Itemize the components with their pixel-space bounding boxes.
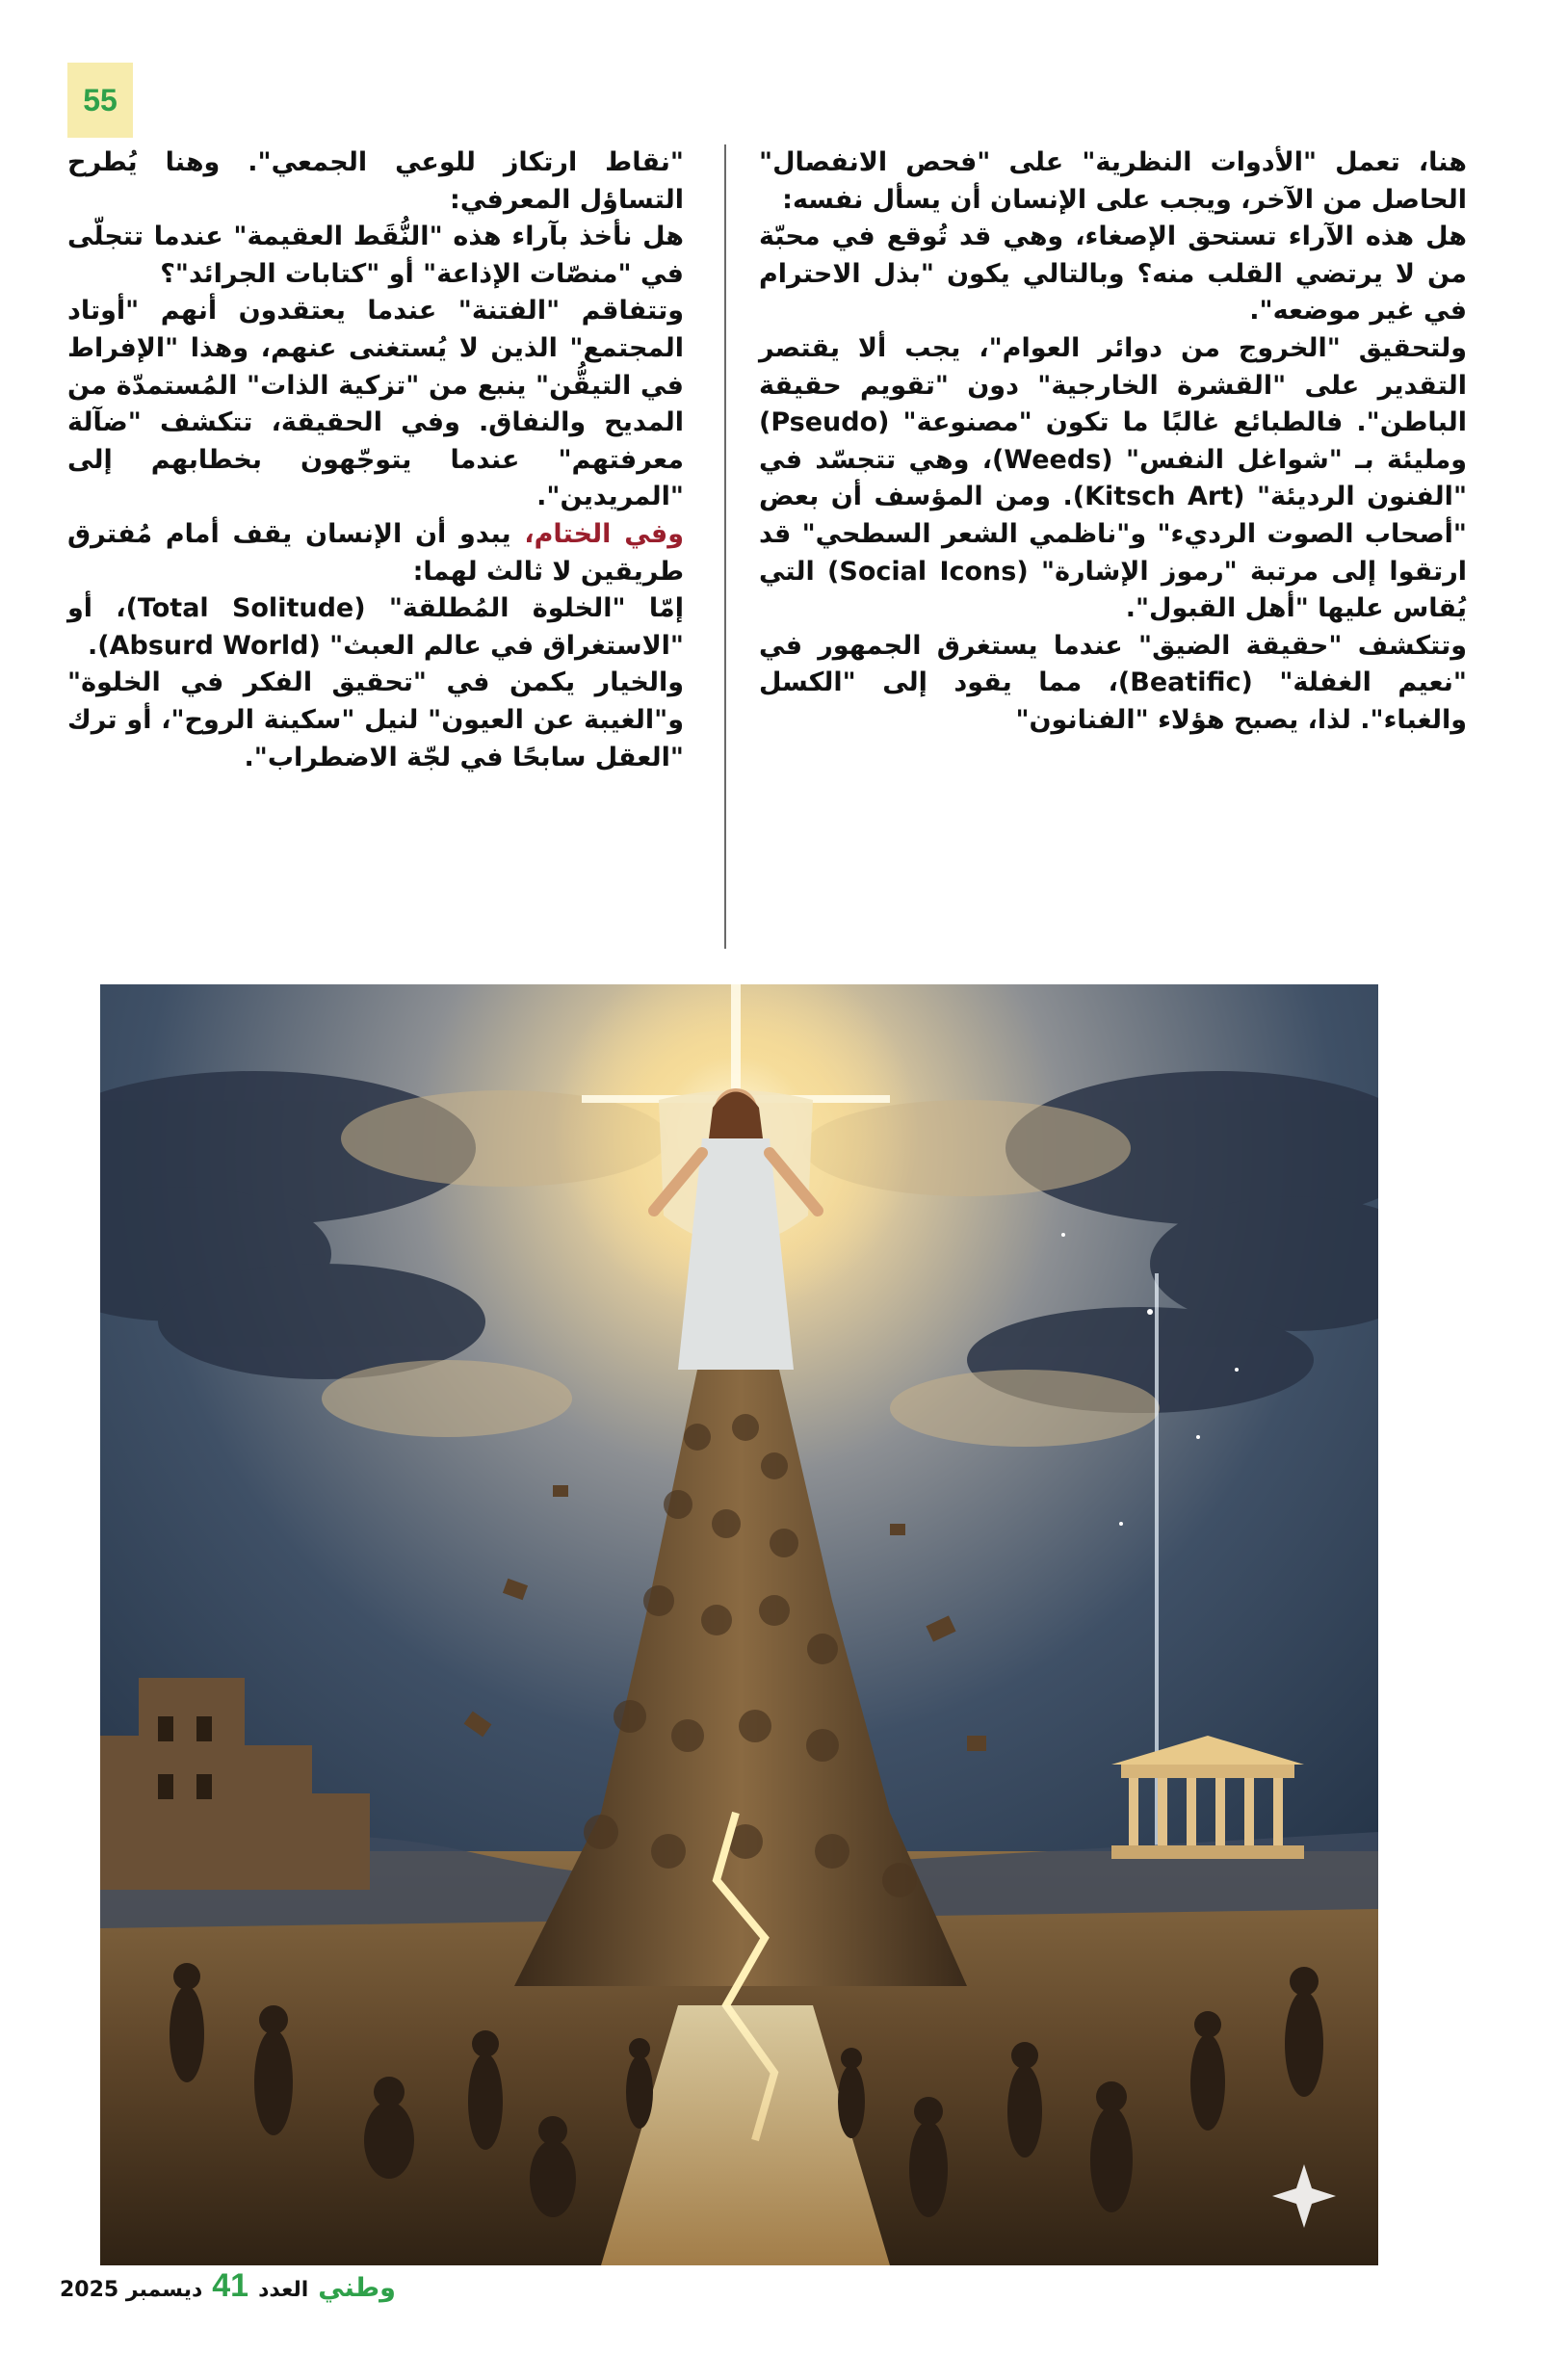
paragraph: وتتكشف "حقيقة الضيق" عندما يستغرق الجمهور في "نعيم الغفلة" (Beatific)، مما يقود إلى "الكسل والغباء". لذا، يصبح هؤلاء "الفنانون" xyxy=(759,630,1468,735)
closing-paragraph xyxy=(67,516,684,590)
page-number: 55 xyxy=(83,82,118,118)
column-divider xyxy=(724,144,726,949)
page-footer xyxy=(60,2267,396,2310)
issue-label: العدد xyxy=(258,2278,309,2302)
paragraph: هل هذه الآراء تستحق الإصغاء، وهي قد تُوقع في محبّة من لا يرتضي القلب منه؟ وبالتالي يكون "بذل الاحترام في غير موضعه". xyxy=(759,222,1467,327)
page-number-badge xyxy=(67,63,133,138)
article-illustration xyxy=(100,984,1378,2265)
paragraph: والخيار يكمن في "تحقيق الفكر في الخلوة" و"الغيبة عن العيون" لنيل "سكينة الروح"، أو ترك "العقل سابحًا في لجّة الاضطراب". xyxy=(67,667,684,772)
closing-text: يبدو أن الإنسان يقف أمام مُفترق طريقين لا ثالث لهما: xyxy=(67,518,684,587)
issue-date: ديسمبر 2025 xyxy=(60,2278,203,2302)
issue-number: 41 xyxy=(212,2267,249,2304)
paragraph: ولتحقيق "الخروج من دوائر العوام"، يجب ألا يقتصر التقدير على "القشرة الخارجية" دون "تقويم حقيقة الباطن". فالطبائع غالبًا ما تكون "مصنوعة" (Pseudo) ومليئة بـ "شواغل النفس" (Weeds)، وهي تتجسّد في "الفنون الرديئة" (Kitsch Art). ومن المؤسف أن بعض "أصحاب الصوت الرديء" و"ناظمي الشعر السطحي" قد ارتقوا إلى مرتبة "رموز الإشارة" (Social Icons) التي يُقاس عليها "أهل القبول". xyxy=(759,332,1468,624)
closing-label: وفي الختام، xyxy=(524,518,684,549)
paragraph: إمّا "الخلوة المُطلقة" (Total Solitude)، أو "الاستغراق في عالم العبث" (Absurd World). xyxy=(67,593,684,661)
paragraph: هل نأخذ بآراء هذه "النُّقَط العقيمة" عندما تتجلّى في "منصّات الإذاعة" أو "كتابات الجرائد"؟ xyxy=(67,222,684,289)
magazine-name: وطني xyxy=(318,2273,396,2303)
paragraph: وتتفاقم "الفتنة" عندما يعتقدون أنهم "أوتاد المجتمع" الذين لا يُستغنى عنهم، وهذا "الإفراط في التيقُّن" ينبع من "تزكية الذات" المُستمدّة من المديح والنفاق. وفي الحقيقة، تتكشف "ضآلة معرفتهم" عندما يتوجّهون بخطابهم إلى "المريدين". xyxy=(67,296,684,512)
article-column-right xyxy=(759,144,1467,740)
paragraph: هنا، تعمل "الأدوات النظرية" على "فحص الانفصال" الحاصل من الآخر، ويجب على الإنسان أن يسأل نفسه: xyxy=(759,147,1467,215)
paragraph: "نقاط ارتكاز للوعي الجمعي". وهنا يُطرح التساؤل المعرفي: xyxy=(67,147,684,215)
article-column-left xyxy=(67,144,684,776)
